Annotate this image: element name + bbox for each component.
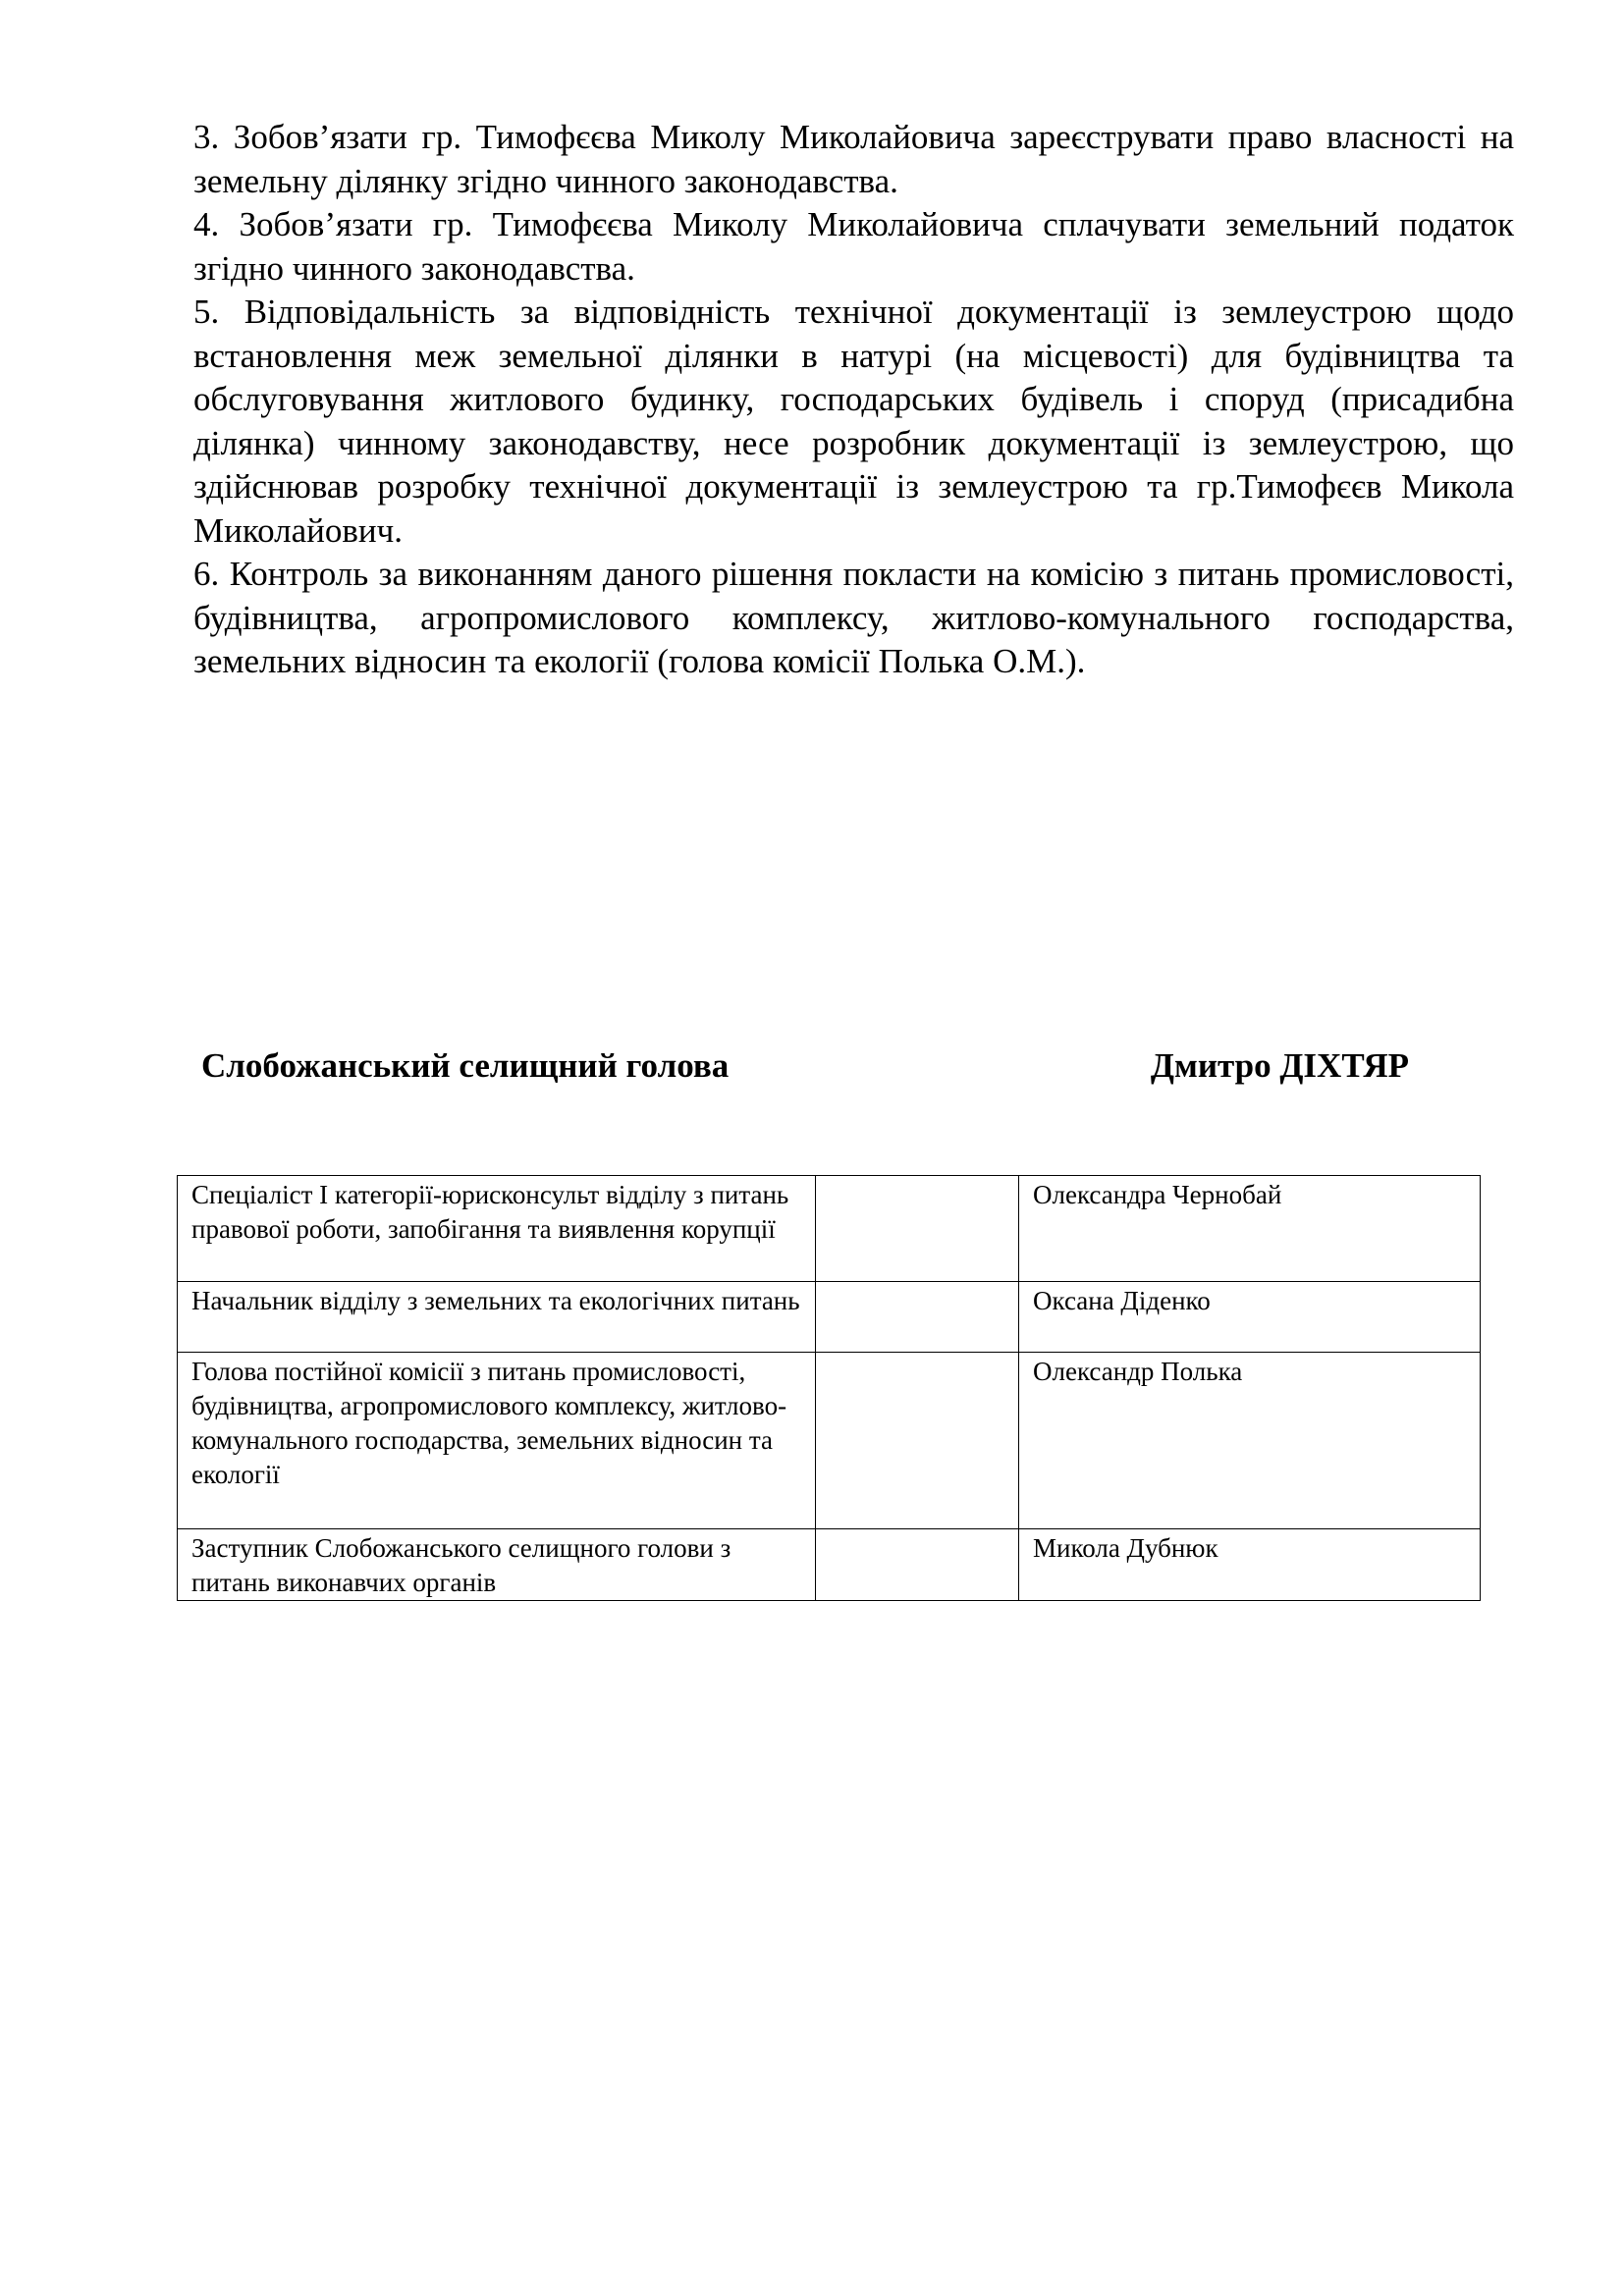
signatory-name: Дмитро ДІХТЯР	[1150, 1046, 1409, 1085]
approver-position: Спеціаліст І категорії-юрисконсульт відділу з питань правової роботи, запобігання та виявлення корупції	[178, 1176, 816, 1282]
signature-block	[201, 1046, 1409, 1095]
approver-name: Олександр Полька	[1019, 1353, 1481, 1529]
approver-name: Олександра Чернобай	[1019, 1176, 1481, 1282]
decision-item-3: 3. Зобов’язати гр. Тимофєєва Миколу Миколайовича зареєструвати право власності на земельну ділянку згідно чинного законодавства.	[193, 118, 1514, 200]
table-row	[178, 1353, 1481, 1529]
decision-item-6: 6. Контроль за виконанням даного рішення покласти на комісію з питань промисловості, будівництва, агропромислового комплексу, житлово-комунального господарства, земельних відносин та екології (голова комісії Полька О.М.).	[193, 555, 1514, 680]
approver-signature-cell	[816, 1353, 1019, 1529]
decision-body	[193, 116, 1514, 684]
decision-item-4: 4. Зобов’язати гр. Тимофєєва Миколу Миколайовича сплачувати земельний податок згідно чинного законодавства.	[193, 205, 1514, 288]
approver-position: Голова постійної комісії з питань промисловості, будівництва, агропромислового комплексу, житлово-комунального господарства, земельних відносин та екології	[178, 1353, 816, 1529]
table-row	[178, 1282, 1481, 1353]
approver-position: Заступник Слобожанського селищного голови з питань виконавчих органів	[178, 1529, 816, 1601]
approver-name: Микола Дубнюк	[1019, 1529, 1481, 1601]
approver-signature-cell	[816, 1529, 1019, 1601]
table-row	[178, 1176, 1481, 1282]
approver-signature-cell	[816, 1176, 1019, 1282]
approver-signature-cell	[816, 1282, 1019, 1353]
decision-item-5: 5. Відповідальність за відповідність технічної документації із землеустрою щодо встановлення меж земельної ділянки в натурі (на місцевості) для будівництва та обслуговування житлового будинку, господарських будівель і споруд (присадибна ділянка) чинному законодавству, несе розробник документації із землеустрою, що здійснював розробку технічної документації із землеустрою та гр.Тимофєєв Микола Миколайович.	[193, 293, 1514, 550]
approvals-table	[177, 1175, 1481, 1601]
table-row	[178, 1529, 1481, 1601]
signatory-role: Слобожанський селищний голова	[201, 1046, 730, 1085]
approver-name: Оксана Діденко	[1019, 1282, 1481, 1353]
approver-position: Начальник відділу з земельних та екологічних питань	[178, 1282, 816, 1353]
